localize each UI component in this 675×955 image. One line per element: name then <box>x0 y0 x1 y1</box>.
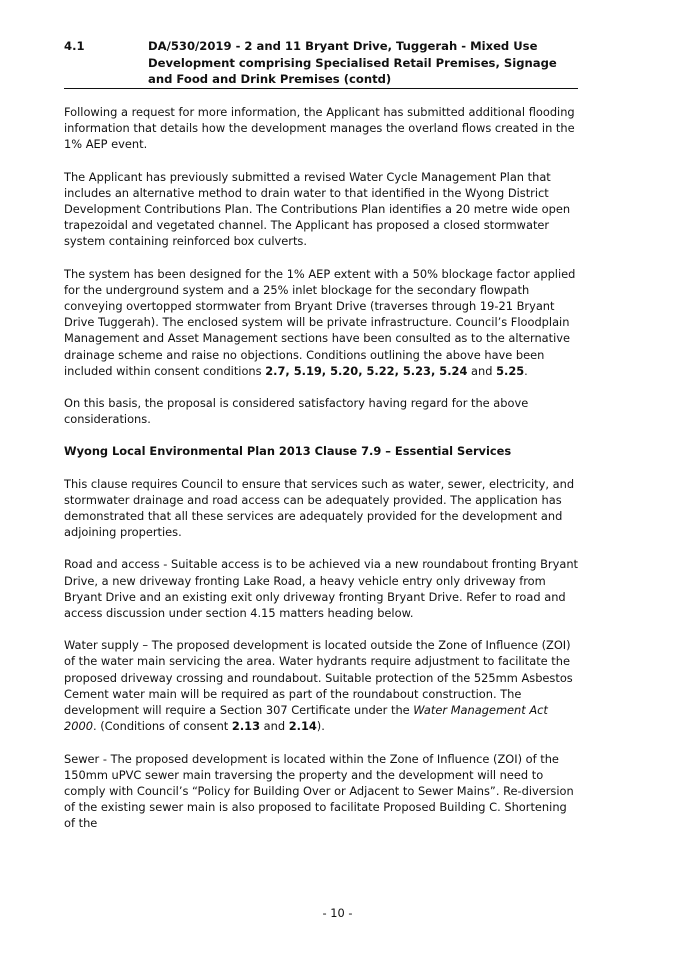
header-rule <box>64 88 578 89</box>
paragraph-text: and <box>260 719 289 734</box>
act-title: Water Management Act 2000 <box>64 703 548 734</box>
paragraph-sewer: Sewer - The proposed development is located within the Zone of Influence (ZOI) of the 150mm uPVC sewer main traversing the property and the development will need to comply with Council’s “Policy for Building Over or Adjacent to Sewer Mains”. Re-diversion of the existing sewer main is also proposed to facilitate Proposed Building C. Shortening of the <box>64 751 574 831</box>
condition-ref: 2.14 <box>288 719 317 734</box>
paragraph-text: The system has been designed for the 1% AEP extent with a 50% blockage factor applied for the underground system and a 25% inlet blockage for the secondary flowpath conveying overtopped stormwater from Bryant Drive (traverses through 19-21 Bryant Drive Tuggerah). The enclosed system will be private infrastructure. Council’s Floodplain Management and Asset Management sections have been consulted as to the alternative drainage scheme and raise no objections. Conditions outlining the above have been included within consent conditions <box>64 266 576 378</box>
condition-ref: 5.25 <box>496 363 525 378</box>
item-title: DA/530/2019 - 2 and 11 Bryant Drive, Tuggerah - Mixed Use Development comprising Specialised Retail Premises, Signage and Food and Drink Premises (contd) <box>148 39 557 86</box>
paragraph-water-supply <box>64 637 578 734</box>
paragraph-text: . (Conditions of consent <box>93 719 232 734</box>
paragraph-conclusion: On this basis, the proposal is considered satisfactory having regard for the above considerations. <box>64 396 529 427</box>
paragraph-drainage-system <box>64 266 578 379</box>
paragraph-road-access: Road and access - Suitable access is to be achieved via a new roundabout fronting Bryant Drive, a new driveway fronting Lake Road, a heavy vehicle entry only driveway from Bryant Drive and an existing exit only driveway fronting Bryant Drive. Refer to road and access discussion under section 4.15 matters heading below. <box>64 557 579 621</box>
item-number: 4.1 <box>64 39 85 53</box>
condition-ref: 2.13 <box>231 719 261 734</box>
condition-refs: 2.7, 5.19, 5.20, 5.22, 5.23, 5.24 <box>265 363 468 378</box>
paragraph-text: ). <box>316 719 325 734</box>
section-heading: Wyong Local Environmental Plan 2013 Clause 7.9 – Essential Services <box>64 444 512 459</box>
paragraph-water-cycle: The Applicant has previously submitted a revised Water Cycle Management Plan that includes an alternative method to drain water to that identified in the Wyong District Development Contributions Plan. The Contributions Plan identifies a 20 metre wide open trapezoidal and vegetated channel. The Applicant has proposed a closed stormwater system containing reinforced box culverts. <box>64 169 571 249</box>
paragraph-text: Water supply – The proposed development is located outside the Zone of Influence (ZOI) of the water main servicing the area. Water hydrants require adjustment to facilitate the proposed driveway crossing and roundabout. Suitable protection of the 525mm Asbestos Cement water main will be required as part of the roundabout construction. The development will require a Section 307 Certificate under the <box>64 638 573 718</box>
paragraph-text: . <box>524 363 528 378</box>
paragraph-services: This clause requires Council to ensure that services such as water, sewer, electricity, and stormwater drainage and road access can be adequately provided. The application has demonstrated that all these services are adequately provided for the development and adjoining properties. <box>64 476 575 540</box>
document-body <box>64 104 578 848</box>
page-number: - 10 - <box>322 906 353 920</box>
paragraph-text: and <box>467 363 497 378</box>
paragraph-flooding: Following a request for more information, the Applicant has submitted additional flooding information that details how the development manages the overland flows created in the 1% AEP event. <box>64 105 575 152</box>
